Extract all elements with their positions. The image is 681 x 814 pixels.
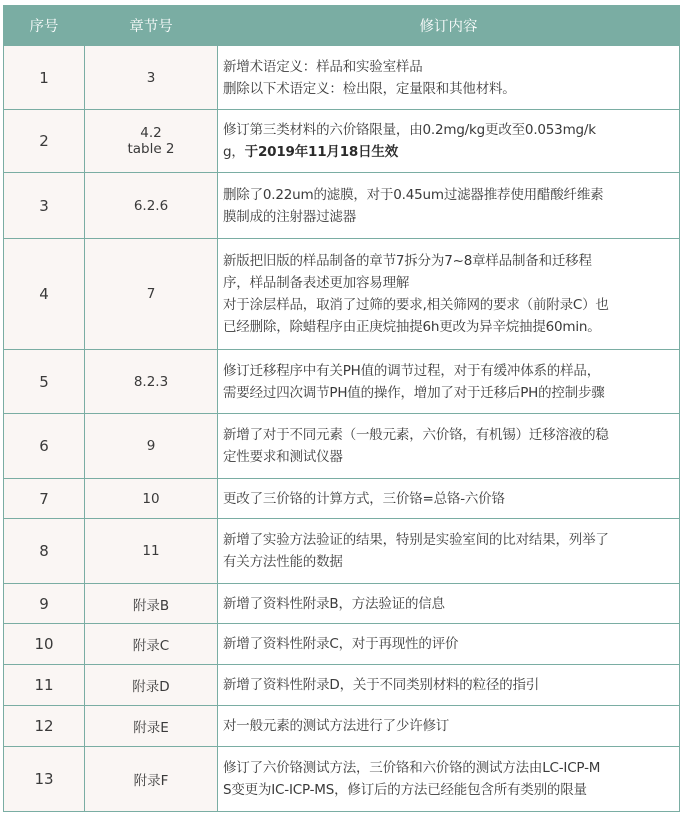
row-number: 7 (4, 479, 85, 519)
content-text: 删除以下术语定义：检出限，定量限和其他材料。 (223, 80, 516, 97)
content-line (223, 757, 679, 779)
content-text: 删除了0.22um的滤膜，对于0.45um过滤器推荐使用醋酸纤维素 (223, 186, 604, 203)
revision-content (218, 665, 680, 706)
content-text: 膜制成的注射器过滤器 (223, 208, 356, 225)
revision-content (218, 479, 680, 519)
content-text: 新增了实验方法验证的结果，特别是实验室间的比对结果，列举了 (223, 532, 609, 548)
content-line (223, 141, 679, 163)
table-row (4, 173, 680, 239)
section-number: 附录F (133, 773, 169, 789)
table-row (4, 706, 680, 747)
table-row (4, 479, 680, 519)
content-line (223, 360, 679, 382)
section-number: 7 (146, 286, 156, 302)
revision-content (218, 173, 680, 239)
header-row (4, 6, 680, 46)
content-text: 新增了资料性附录C，对于再现性的评价 (223, 636, 459, 652)
content-line (223, 674, 679, 696)
section-cell (85, 706, 218, 747)
table-row (4, 110, 680, 173)
section-number: 附录C (132, 638, 170, 654)
content-text: 新版把旧版的样品制备的章节7拆分为7~8章样品制备和迁移程 (223, 253, 592, 269)
section-cell (85, 173, 218, 239)
table-row (4, 239, 680, 350)
revision-content (218, 584, 680, 624)
content-text: 新增术语定义：样品和实验室样品 (223, 58, 423, 75)
section-cell (85, 584, 218, 624)
revision-table (3, 5, 680, 812)
section-cell (85, 239, 218, 350)
content-text: 对一般元素的测试方法进行了少许修订 (223, 718, 450, 734)
table-body (4, 46, 680, 812)
section-number: 4.2 (140, 125, 162, 141)
revision-content (218, 350, 680, 414)
content-text: 修订了六价铬测试方法，三价铬和六价铬的测试方法由LC-ICP-M (223, 760, 601, 776)
revision-content (218, 747, 680, 812)
content-text: 新增了资料性附录D，关于不同类别材料的粒径的指引 (223, 677, 540, 693)
content-text: 定性要求和测试仪器 (223, 449, 343, 465)
section-number: 8.2.3 (133, 373, 169, 390)
section-cell (85, 414, 218, 479)
revision-content (218, 110, 680, 173)
section-number: 9 (146, 438, 156, 454)
content-text: S变更为IC-ICP-MS，修订后的方法已经能包含所有类别的限量 (223, 782, 587, 798)
content-line (223, 119, 679, 141)
table-row (4, 350, 680, 414)
row-number: 9 (4, 584, 85, 624)
header-section: 章节号 (85, 6, 218, 46)
content-line (223, 78, 679, 100)
row-number: 10 (4, 624, 85, 665)
content-line (223, 250, 679, 272)
row-number: 12 (4, 706, 85, 747)
content-text: 修订第三类材料的六价铬限量，由0.2mg/kg更改至0.053mg/k (223, 122, 596, 138)
content-text: g， (223, 144, 245, 160)
content-text: 对于涂层样品，取消了过筛的要求,相关筛网的要求（前附录C）也 (223, 297, 609, 313)
content-line (223, 593, 679, 615)
revision-content (218, 239, 680, 350)
content-text: 有关方法性能的数据 (223, 554, 343, 570)
content-line (223, 206, 679, 228)
section-number: 6.2.6 (133, 197, 169, 214)
content-text: 新增了对于不同元素（一般元素，六价铬，有机锡）迁移溶液的稳 (223, 427, 609, 443)
content-text: 已经删除，除蜡程序由正庚烷抽提6h更改为异辛烷抽提60min。 (223, 319, 601, 335)
content-text: 序，样品制备表述更加容易理解 (223, 275, 410, 291)
table-row (4, 414, 680, 479)
section-number: 附录D (132, 679, 170, 695)
section-cell (85, 479, 218, 519)
row-number: 13 (4, 747, 85, 812)
row-number: 11 (4, 665, 85, 706)
content-text: 新增了资料性附录B，方法验证的信息 (223, 595, 445, 612)
content-line (223, 529, 679, 551)
section-cell (85, 624, 218, 665)
content-line (223, 294, 679, 316)
table-row (4, 747, 680, 812)
content-line (223, 184, 679, 206)
section-cell (85, 350, 218, 414)
row-number: 8 (4, 519, 85, 584)
content-line (223, 633, 679, 655)
content-text: 修订迁移程序中有关PH值的调节过程，对于有缓冲体系的样品， (223, 362, 600, 379)
row-number: 3 (4, 173, 85, 239)
section-cell (85, 747, 218, 812)
section-number: 附录E (133, 720, 169, 736)
section-number: 3 (146, 69, 156, 86)
table-row (4, 46, 680, 110)
section-number: 11 (142, 543, 160, 559)
row-number: 1 (4, 46, 85, 110)
content-line (223, 56, 679, 78)
header-content: 修订内容 (218, 6, 680, 46)
content-line (223, 488, 679, 510)
content-line (223, 272, 679, 294)
header-no: 序号 (4, 6, 85, 46)
table-row (4, 624, 680, 665)
row-number: 5 (4, 350, 85, 414)
revision-content (218, 706, 680, 747)
section-number: 附录B (132, 597, 170, 614)
content-line (223, 715, 679, 737)
table-row (4, 584, 680, 624)
section-cell (85, 665, 218, 706)
section-cell (85, 110, 218, 173)
row-number: 6 (4, 414, 85, 479)
revision-content (218, 414, 680, 479)
section-number: 10 (142, 490, 160, 507)
effective-date-text: 于2019年11月18日生效 (244, 144, 399, 160)
table-row (4, 665, 680, 706)
content-text: 需要经过四次调节PH值的操作，增加了对于迁移后PH的控制步骤 (223, 384, 605, 401)
content-line (223, 446, 679, 468)
revision-content (218, 46, 680, 110)
content-line (223, 779, 679, 801)
content-line (223, 316, 679, 338)
content-text: 更改了三价铬的计算方式，三价铬=总铬-六价铬 (223, 490, 505, 507)
table-row (4, 519, 680, 584)
row-number: 2 (4, 110, 85, 173)
revision-content (218, 624, 680, 665)
section-number: table 2 (127, 141, 175, 157)
section-cell (85, 46, 218, 110)
content-line (223, 551, 679, 573)
revision-content (218, 519, 680, 584)
content-line (223, 382, 679, 404)
section-cell (85, 519, 218, 584)
row-number: 4 (4, 239, 85, 350)
content-line (223, 424, 679, 446)
